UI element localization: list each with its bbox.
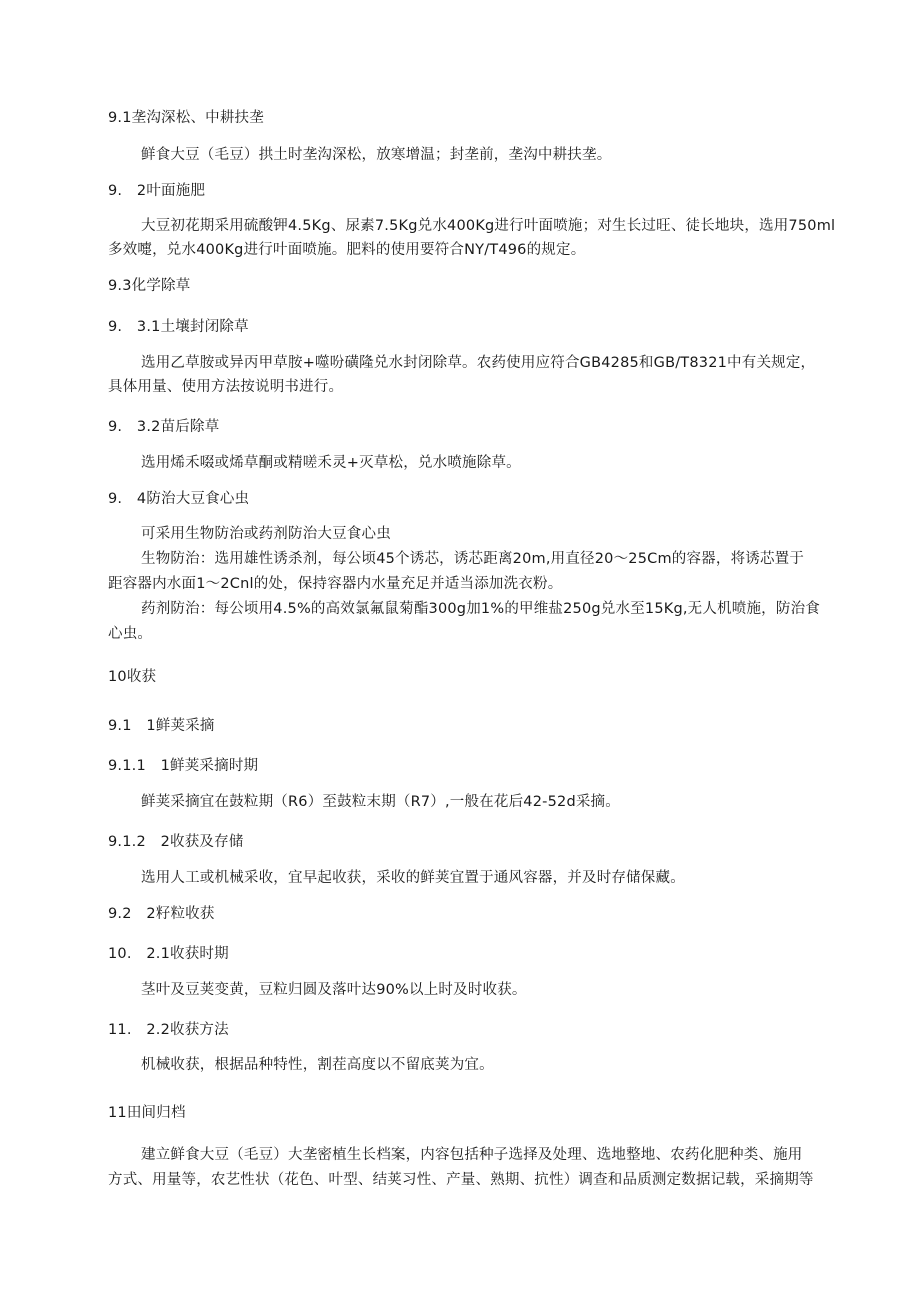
paragraph-line: 心虫。 [108, 626, 153, 642]
paragraph-line: 大豆初花期采用硫酸钾4.5Kg、尿素7.5Kg兑水400Kg进行叶面喷施；对生长过旺、徒长地块，选用750ml [141, 218, 836, 234]
heading-9-1: 9.1垄沟深松、中耕扶垄 [108, 110, 264, 126]
heading-9-1-harvest: 9.1 1鲜荚采摘 [108, 718, 215, 734]
paragraph-line: 选用人工或机械采收，宜早起收获，采收的鲜荚宜置于通风容器，并及时存储保藏。 [141, 870, 685, 886]
heading-11-2-2: 11. 2.2收获方法 [108, 1022, 229, 1038]
paragraph-line: 鲜食大豆（毛豆）拱土时垄沟深松，放寒增温；封垄前，垄沟中耕扶垄。 [141, 147, 612, 163]
paragraph-line: 药剂防治：每公顷用4.5%的高效氯氟鼠菊酯300g加1%的甲维盐250g兑水至15Kg,无人机喷施，防治食 [141, 601, 820, 617]
heading-9-4: 9. 4防治大豆食心虫 [108, 491, 250, 507]
heading-9-2-harvest: 9.2 2籽粒收获 [108, 906, 215, 922]
paragraph-line: 选用乙草胺或异丙甲草胺+噬吩磺隆兑水封闭除草。农药使用应符合GB4285和GB/T8321中有关规定， [141, 355, 816, 371]
heading-9-3-2: 9. 3.2苗后除草 [108, 419, 220, 435]
heading-11: 11田间归档 [108, 1105, 186, 1121]
heading-10-2-1: 10. 2.1收获时期 [108, 946, 229, 962]
heading-9-1-2: 9.1.2 2收获及存储 [108, 834, 244, 850]
paragraph-line: 方式、用量等，农艺性状（花色、叶型、结荚习性、产量、熟期、抗性）调查和品质测定数据记载，采摘期等 [108, 1172, 814, 1188]
paragraph-line: 鲜荚采摘宜在鼓粒期（R6）至鼓粒末期（R7）,一般在花后42-52d采摘。 [141, 794, 620, 810]
paragraph-line: 生物防治：选用雄性诱杀剂，每公顷45个诱芯，诱芯距离20m,用直径20～25Cm的容器，将诱芯置于 [141, 551, 805, 567]
paragraph-line: 茎叶及豆荚变黄，豆粒归圆及落叶达90%以上时及时收获。 [141, 982, 527, 998]
paragraph-line: 建立鲜食大豆（毛豆）大垄密植生长档案，内容包括种子选择及处理、选地整地、农药化肥种类、施用 [141, 1147, 803, 1163]
paragraph-line: 多效嚏，兑水400Kg进行叶面喷施。肥料的使用要符合NY/T496的规定。 [108, 242, 586, 258]
heading-9-1-1: 9.1.1 1鲜荚采摘时期 [108, 758, 259, 774]
heading-9-3: 9.3化学除草 [108, 278, 191, 294]
heading-10: 10收获 [108, 669, 157, 685]
paragraph-line: 可采用生物防治或药剂防治大豆食心虫 [141, 526, 391, 542]
paragraph-line: 选用烯禾啜或烯草酮或精嗟禾灵+灭草松，兑水喷施除草。 [141, 455, 521, 471]
paragraph-line: 距容器内水面1～2Cnl的处，保持容器内水量充足并适当添加洗衣粉。 [108, 576, 563, 592]
heading-9-2: 9. 2叶面施肥 [108, 183, 206, 199]
paragraph-line: 机械收获，根据品种特性，割茬高度以不留底荚为宜。 [141, 1057, 494, 1073]
heading-9-3-1: 9. 3.1土壤封闭除草 [108, 319, 249, 335]
paragraph-line: 具体用量、使用方法按说明书进行。 [108, 379, 344, 395]
